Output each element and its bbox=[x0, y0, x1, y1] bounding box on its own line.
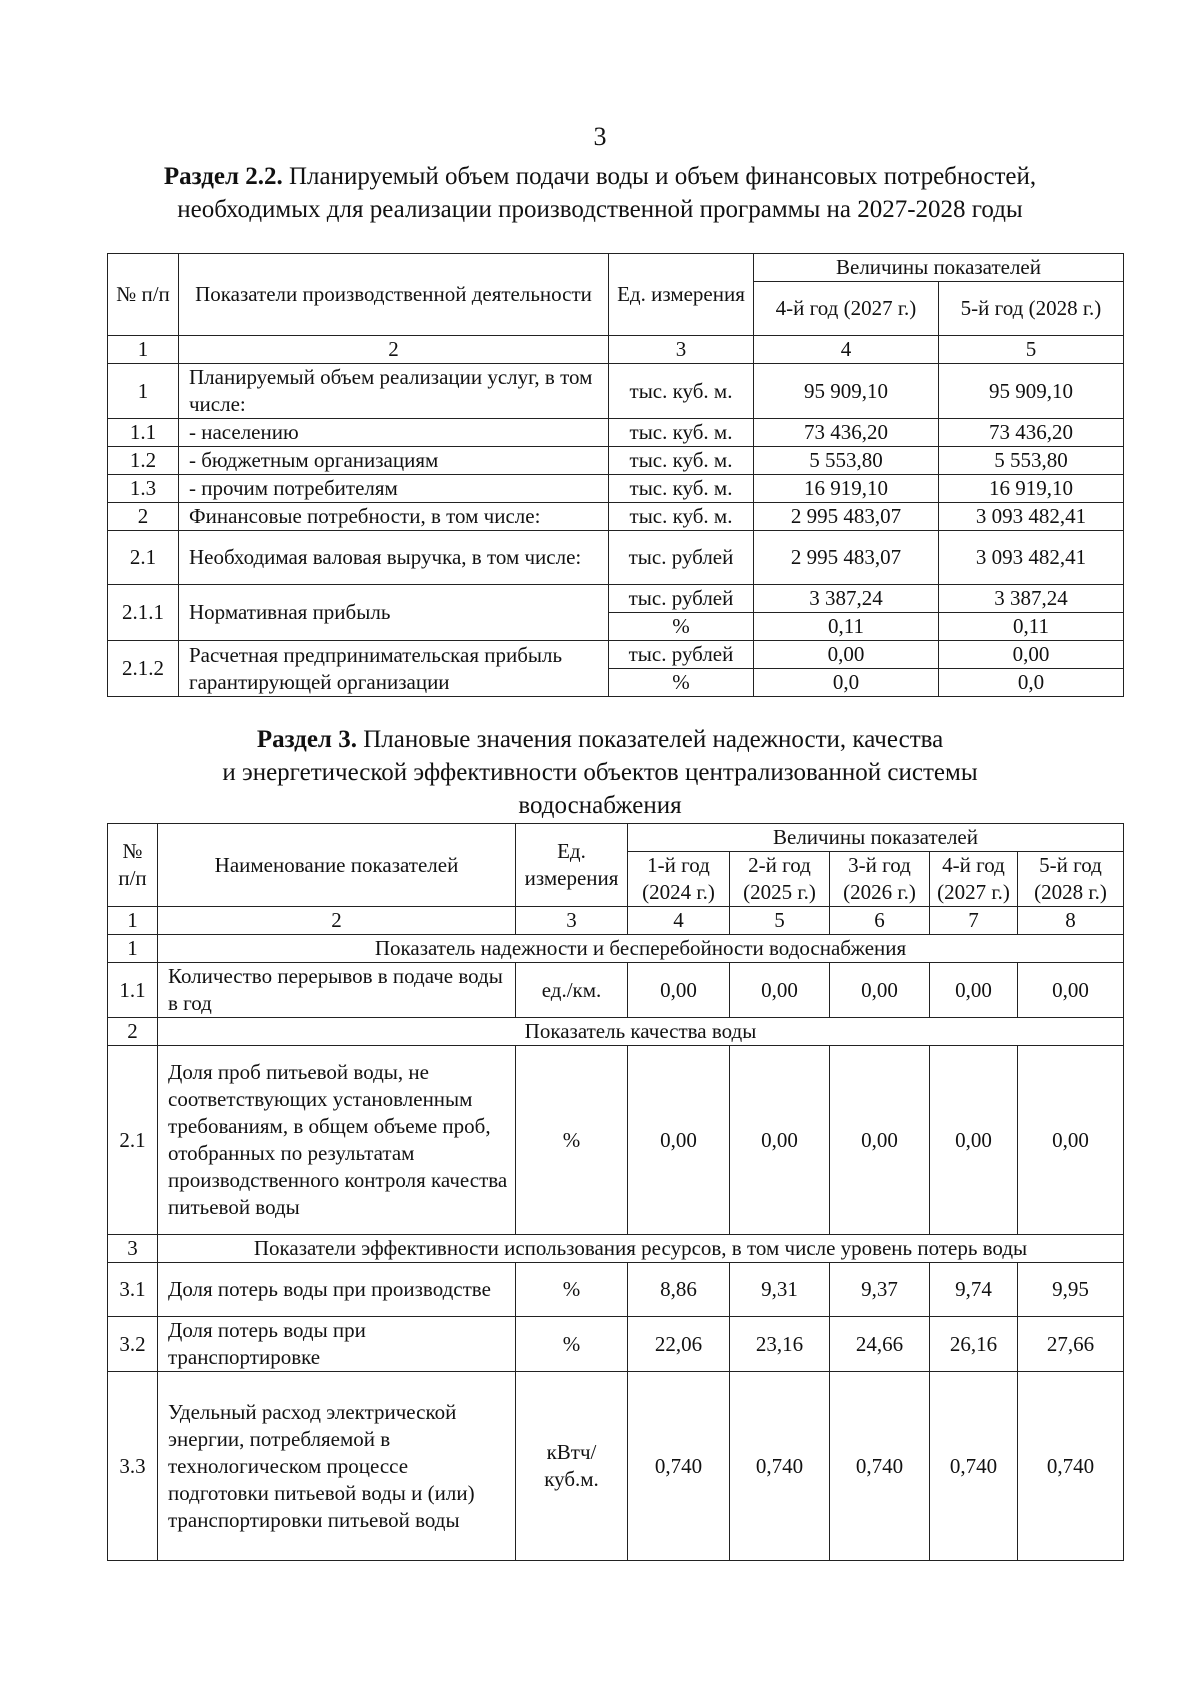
row-value: 0,00 bbox=[1018, 963, 1124, 1018]
row-num: 1.3 bbox=[108, 475, 179, 503]
page-number: 3 bbox=[593, 122, 607, 151]
col-number: 4 bbox=[754, 336, 939, 364]
col-number: 1 bbox=[108, 907, 158, 935]
group-title: Показатели эффективности использования ресурсов, в том числе уровень потерь воды bbox=[158, 1235, 1124, 1263]
header-num: № п/п bbox=[108, 254, 179, 336]
row-unit: тыс. куб. м. bbox=[609, 364, 754, 419]
group-num: 3 bbox=[108, 1235, 158, 1263]
reliability-indicators-table bbox=[107, 823, 1124, 1561]
section-3-title-line1 bbox=[0, 723, 1200, 756]
table-row bbox=[108, 963, 1124, 1018]
header-indicator: Показатели производственной деятельности bbox=[179, 254, 609, 336]
row-value: 23,16 bbox=[730, 1317, 830, 1372]
col-number: 8 bbox=[1018, 907, 1124, 935]
section-3-heading bbox=[0, 723, 1200, 822]
table-row bbox=[108, 531, 1124, 585]
row-num: 1.1 bbox=[108, 963, 158, 1018]
row-unit: % bbox=[609, 669, 754, 697]
table-row bbox=[108, 364, 1124, 419]
row-unit: тыс. куб. м. bbox=[609, 503, 754, 531]
row-value: 9,31 bbox=[730, 1263, 830, 1317]
row-value-2027: 5 553,80 bbox=[754, 447, 939, 475]
group-num: 2 bbox=[108, 1018, 158, 1046]
table-row bbox=[108, 1046, 1124, 1235]
row-value: 0,00 bbox=[628, 1046, 730, 1235]
table-row bbox=[108, 1372, 1124, 1561]
row-value: 0,740 bbox=[730, 1372, 830, 1561]
row-name: Удельный расход электрической энергии, потребляемой в технологическом процессе подготовки питьевой воды и (или) транспортировки питьевой воды bbox=[158, 1372, 516, 1561]
group-num: 1 bbox=[108, 935, 158, 963]
row-unit: тыс. куб. м. bbox=[609, 419, 754, 447]
row-value: 8,86 bbox=[628, 1263, 730, 1317]
header-year-3: 3-й год (2026 г.) bbox=[830, 852, 930, 907]
row-name: - бюджетным организациям bbox=[179, 447, 609, 475]
header-unit: Ед. измерения bbox=[516, 824, 628, 907]
row-num: 3.1 bbox=[108, 1263, 158, 1317]
row-value-2027: 16 919,10 bbox=[754, 475, 939, 503]
col-number: 4 bbox=[628, 907, 730, 935]
row-value: 24,66 bbox=[830, 1317, 930, 1372]
row-value: 22,06 bbox=[628, 1317, 730, 1372]
row-value-2027: 73 436,20 bbox=[754, 419, 939, 447]
row-value: 27,66 bbox=[1018, 1317, 1124, 1372]
row-value-2028: 3 387,24 bbox=[939, 585, 1124, 613]
header-year-2: 2-й год (2025 г.) bbox=[730, 852, 830, 907]
production-program-table bbox=[107, 253, 1124, 697]
row-unit: % bbox=[516, 1317, 628, 1372]
header-year-5: 5-й год (2028 г.) bbox=[939, 282, 1124, 336]
row-value: 9,74 bbox=[930, 1263, 1018, 1317]
group-row bbox=[108, 1018, 1124, 1046]
row-name: Планируемый объем реализации услуг, в том числе: bbox=[179, 364, 609, 419]
header-values: Величины показателей bbox=[754, 254, 1124, 282]
header-year-1: 1-й год (2024 г.) bbox=[628, 852, 730, 907]
row-name: Необходимая валовая выручка, в том числе: bbox=[179, 531, 609, 585]
row-value: 9,95 bbox=[1018, 1263, 1124, 1317]
header-unit: Ед. измерения bbox=[609, 254, 754, 336]
row-unit: тыс. куб. м. bbox=[609, 475, 754, 503]
row-unit: кВтч/куб.м. bbox=[516, 1372, 628, 1561]
row-name: Количество перерывов в подаче воды в год bbox=[158, 963, 516, 1018]
col-number: 6 bbox=[830, 907, 930, 935]
col-number: 3 bbox=[516, 907, 628, 935]
header-year-4: 4-й год (2027 г.) bbox=[754, 282, 939, 336]
table-row bbox=[108, 475, 1124, 503]
section-3-title-line2: и энергетической эффективности объектов централизованной системы bbox=[222, 759, 978, 786]
col-number: 2 bbox=[158, 907, 516, 935]
row-value-2027: 0,0 bbox=[754, 669, 939, 697]
row-value-2027: 2 995 483,07 bbox=[754, 531, 939, 585]
section-2-2-title-line2: необходимых для реализации производственной программы на 2027-2028 годы bbox=[177, 196, 1023, 223]
group-title: Показатель надежности и бесперебойности водоснабжения bbox=[158, 935, 1124, 963]
row-value: 0,00 bbox=[730, 1046, 830, 1235]
row-num: 2.1.2 bbox=[108, 641, 179, 697]
row-unit: % bbox=[516, 1263, 628, 1317]
table-row bbox=[108, 447, 1124, 475]
col-number: 2 bbox=[179, 336, 609, 364]
row-num: 3.3 bbox=[108, 1372, 158, 1561]
row-value-2027: 2 995 483,07 bbox=[754, 503, 939, 531]
section-2-2-title-text: Планируемый объем подачи воды и объем финансовых потребностей, bbox=[282, 163, 1037, 190]
section-2-2-title-line1 bbox=[0, 160, 1200, 193]
header-year-5: 5-й год (2028 г.) bbox=[1018, 852, 1124, 907]
row-name: Доля потерь воды при производстве bbox=[158, 1263, 516, 1317]
row-value-2027: 3 387,24 bbox=[754, 585, 939, 613]
group-title: Показатель качества воды bbox=[158, 1018, 1124, 1046]
row-unit: ед./км. bbox=[516, 963, 628, 1018]
table-row bbox=[108, 419, 1124, 447]
row-value: 0,00 bbox=[930, 1046, 1018, 1235]
row-value: 9,37 bbox=[830, 1263, 930, 1317]
section-3-title-text: Плановые значения показателей надежности, качества bbox=[356, 726, 944, 753]
row-value: 0,740 bbox=[628, 1372, 730, 1561]
header-values: Величины показателей bbox=[628, 824, 1124, 852]
row-name: - населению bbox=[179, 419, 609, 447]
row-name: Доля потерь воды при транспортировке bbox=[158, 1317, 516, 1372]
section-3-label: Раздел 3. bbox=[256, 726, 357, 753]
section-3-title-line3: водоснабжения bbox=[518, 792, 682, 819]
row-num: 2.1 bbox=[108, 1046, 158, 1235]
row-name: Доля проб питьевой воды, не соответствующих установленным требованиям, в общем объеме проб, отобранных по результатам производственного контроля качества питьевой воды bbox=[158, 1046, 516, 1235]
row-value-2027: 0,00 bbox=[754, 641, 939, 669]
section-2-2-label: Раздел 2.2. bbox=[163, 163, 283, 190]
row-name: Расчетная предпринимательская прибыль гарантирующей организации bbox=[179, 641, 609, 697]
row-unit: тыс. рублей bbox=[609, 585, 754, 613]
row-value-2027: 0,11 bbox=[754, 613, 939, 641]
table-row bbox=[108, 585, 1124, 613]
table-row bbox=[108, 1263, 1124, 1317]
row-value: 0,00 bbox=[930, 963, 1018, 1018]
row-num: 1.2 bbox=[108, 447, 179, 475]
group-row bbox=[108, 935, 1124, 963]
row-value: 0,740 bbox=[1018, 1372, 1124, 1561]
row-unit: % bbox=[516, 1046, 628, 1235]
row-num: 2.1.1 bbox=[108, 585, 179, 641]
row-value: 0,00 bbox=[730, 963, 830, 1018]
col-number: 5 bbox=[939, 336, 1124, 364]
row-value-2027: 95 909,10 bbox=[754, 364, 939, 419]
row-name: Нормативная прибыль bbox=[179, 585, 609, 641]
row-num: 1 bbox=[108, 364, 179, 419]
col-number: 5 bbox=[730, 907, 830, 935]
group-row bbox=[108, 1235, 1124, 1263]
row-value-2028: 3 093 482,41 bbox=[939, 531, 1124, 585]
row-value: 0,00 bbox=[628, 963, 730, 1018]
row-value-2028: 0,0 bbox=[939, 669, 1124, 697]
row-num: 3.2 bbox=[108, 1317, 158, 1372]
table-row bbox=[108, 641, 1124, 669]
row-value: 0,00 bbox=[1018, 1046, 1124, 1235]
row-num: 1.1 bbox=[108, 419, 179, 447]
row-value-2028: 95 909,10 bbox=[939, 364, 1124, 419]
row-value: 0,740 bbox=[830, 1372, 930, 1561]
col-number: 1 bbox=[108, 336, 179, 364]
row-name: Финансовые потребности, в том числе: bbox=[179, 503, 609, 531]
row-value-2028: 16 919,10 bbox=[939, 475, 1124, 503]
row-value-2028: 73 436,20 bbox=[939, 419, 1124, 447]
row-unit: тыс. рублей bbox=[609, 641, 754, 669]
section-2-2-heading bbox=[0, 160, 1200, 226]
header-name: Наименование показателей bbox=[158, 824, 516, 907]
row-unit: тыс. рублей bbox=[609, 531, 754, 585]
table-row bbox=[108, 503, 1124, 531]
row-value: 0,00 bbox=[830, 1046, 930, 1235]
row-value: 0,00 bbox=[830, 963, 930, 1018]
header-year-4: 4-й год (2027 г.) bbox=[930, 852, 1018, 907]
row-value-2028: 0,00 bbox=[939, 641, 1124, 669]
header-num: № п/п bbox=[108, 824, 158, 907]
row-name: - прочим потребителям bbox=[179, 475, 609, 503]
row-unit: тыс. куб. м. bbox=[609, 447, 754, 475]
row-value-2028: 5 553,80 bbox=[939, 447, 1124, 475]
row-num: 2.1 bbox=[108, 531, 179, 585]
row-value: 26,16 bbox=[930, 1317, 1018, 1372]
row-value: 0,740 bbox=[930, 1372, 1018, 1561]
row-value-2028: 3 093 482,41 bbox=[939, 503, 1124, 531]
row-value-2028: 0,11 bbox=[939, 613, 1124, 641]
col-number: 7 bbox=[930, 907, 1018, 935]
col-number: 3 bbox=[609, 336, 754, 364]
table-row bbox=[108, 1317, 1124, 1372]
row-num: 2 bbox=[108, 503, 179, 531]
row-unit: % bbox=[609, 613, 754, 641]
